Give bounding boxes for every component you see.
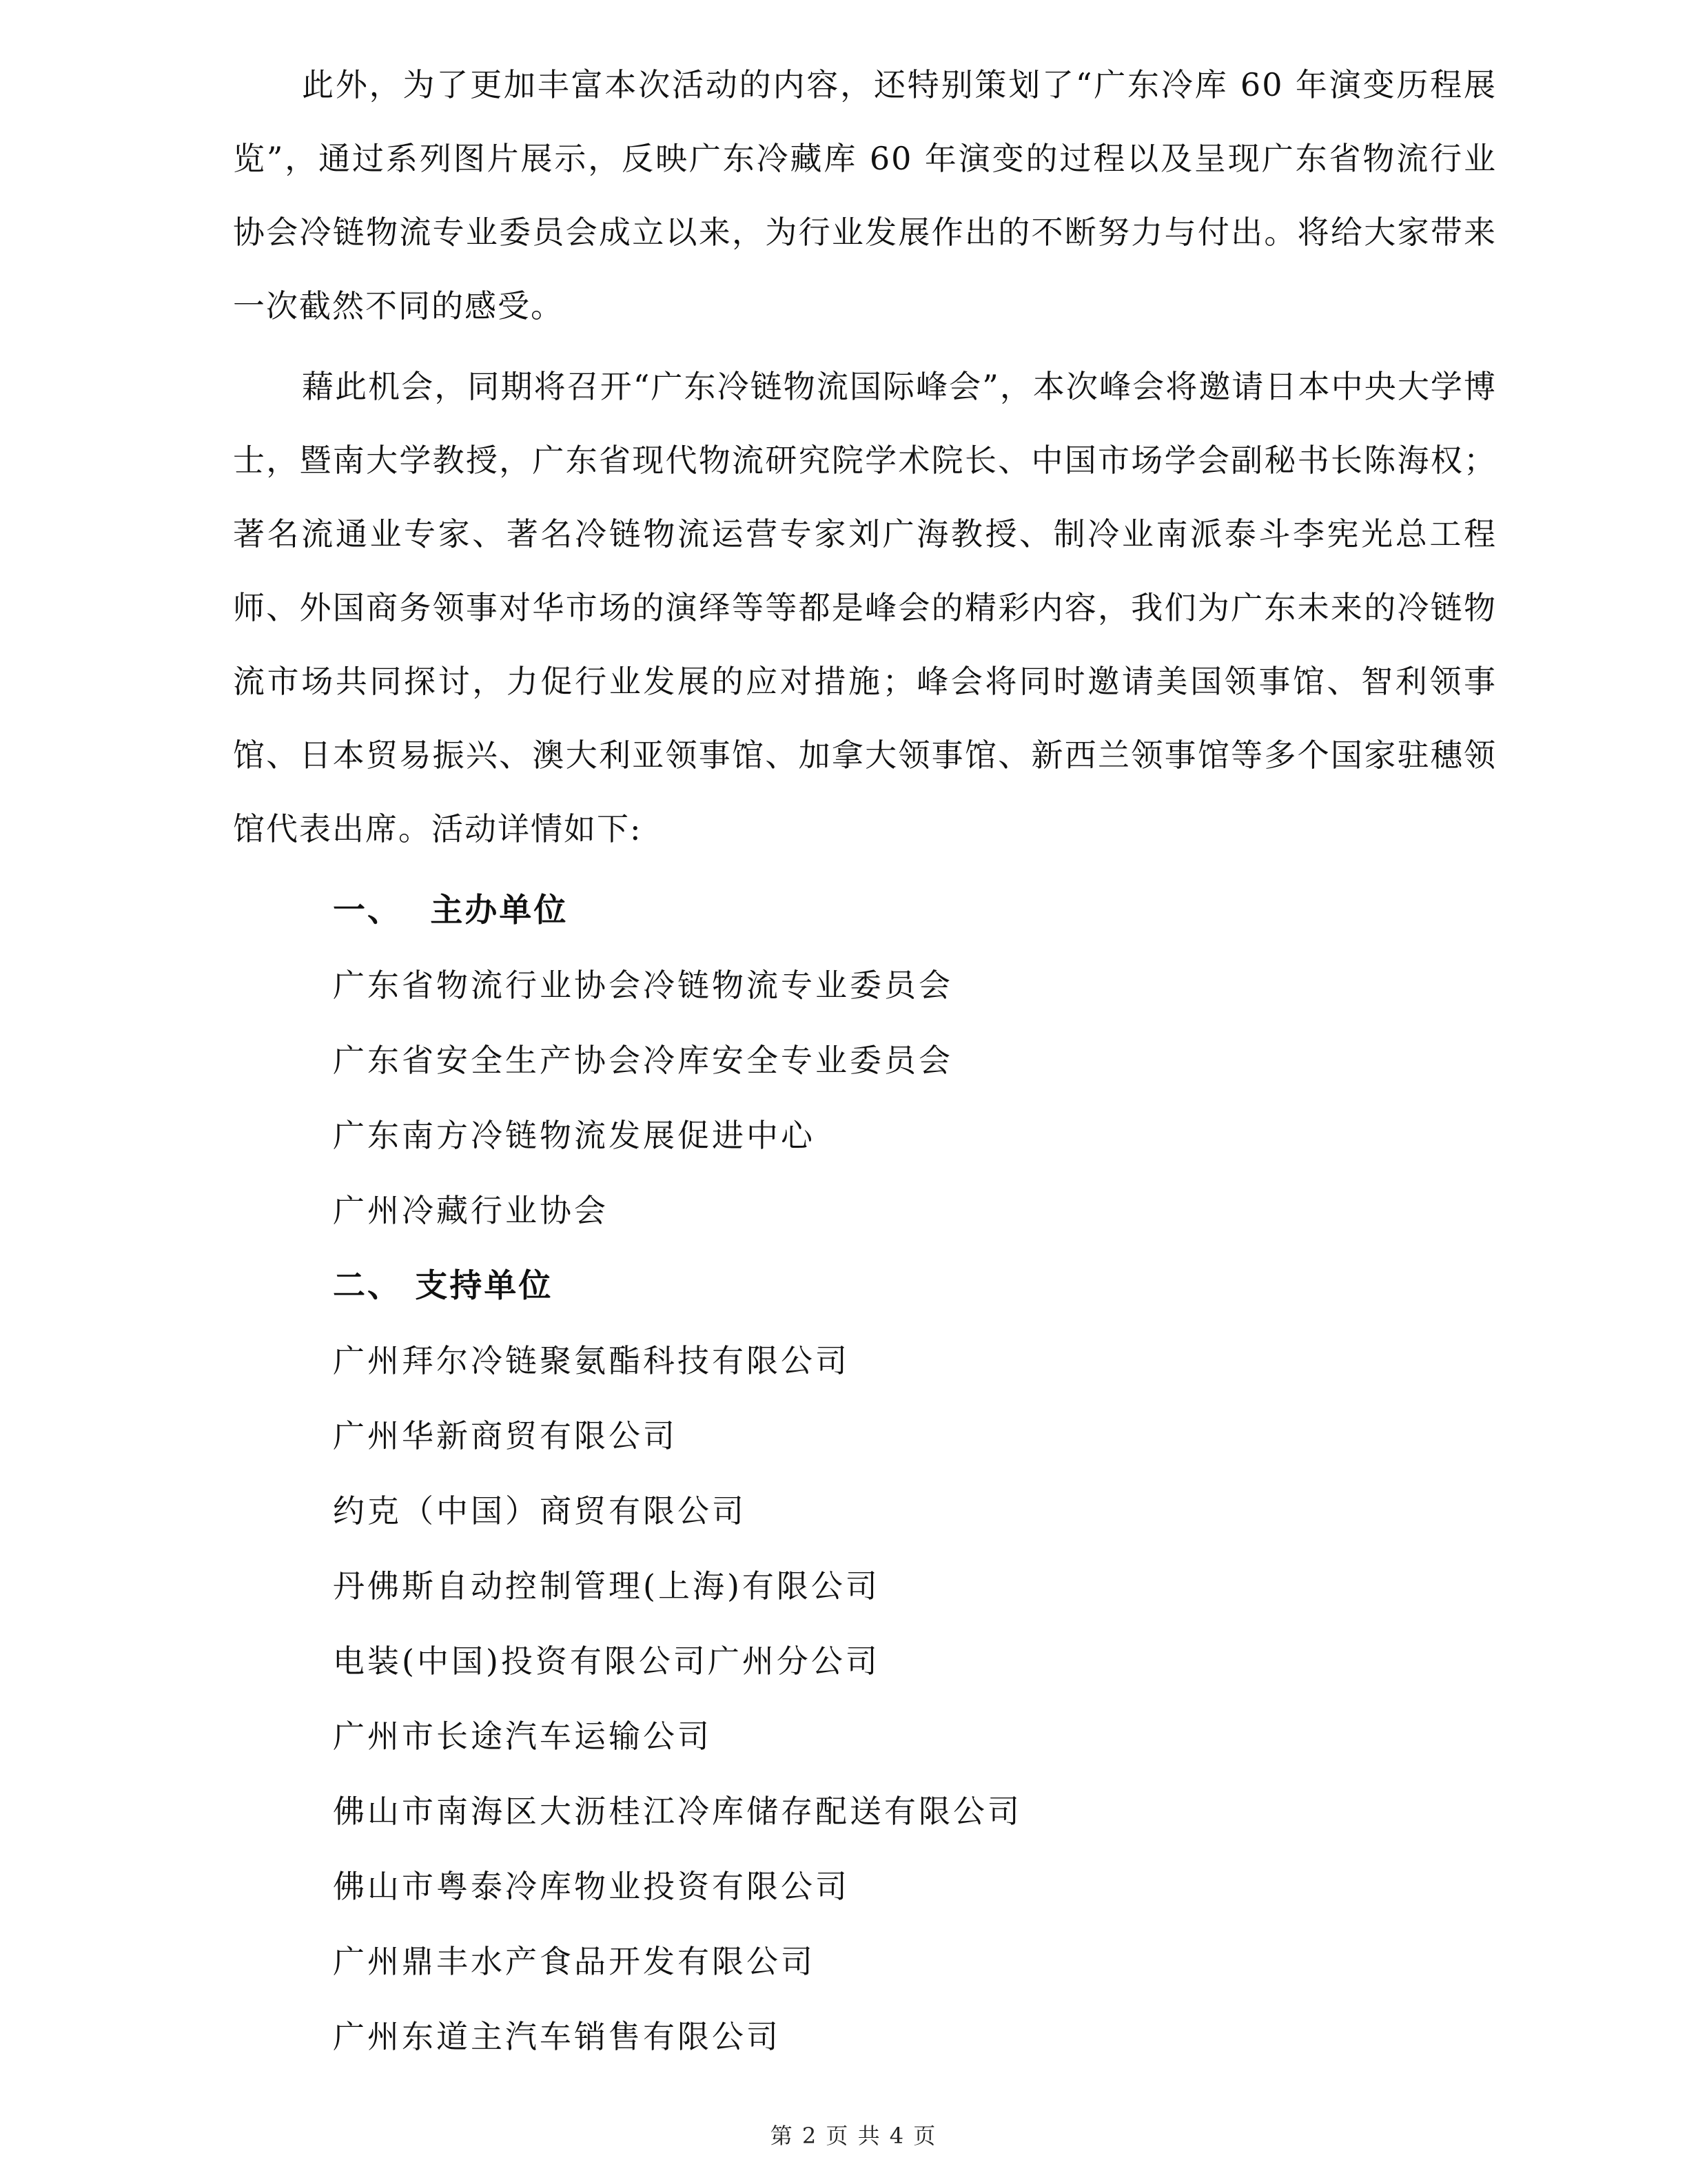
list-item: 广州冷藏行业协会 bbox=[333, 1192, 609, 1229]
section-heading-supporters bbox=[233, 1248, 1497, 1323]
organizer-list bbox=[233, 948, 1497, 1248]
section-title: 主办单位 bbox=[430, 892, 569, 929]
section-number: 二、 bbox=[333, 1267, 402, 1305]
list-item: 广东省安全生产协会冷库安全专业委员会 bbox=[333, 1042, 953, 1079]
section-title: 支持单位 bbox=[415, 1267, 553, 1305]
list-item: 佛山市南海区大沥桂江冷库储存配送有限公司 bbox=[333, 1793, 1022, 1830]
supporter-list bbox=[233, 1323, 1497, 2074]
list-item: 广东南方冷链物流发展促进中心 bbox=[333, 1117, 815, 1154]
paragraph-summit: 藉此机会，同期将召开“广东冷链物流国际峰会”，本次峰会将邀请日本中央大学博士，暨南大学教授，广东省现代物流研究院学术院长、中国市场学会副秘书长陈海权；著名流通业专家、著名冷链物流运营专家刘广海教授、制冷业南派泰斗李宪光总工程师、外国商务领事对华市场的演绎等等都是峰会的精彩内容，我们为广东未来的冷链物流市场共同探讨，力促行业发展的应对措施；峰会将同时邀请美国领事馆、智利领事馆、日本贸易振兴、澳大利亚领事馆、加拿大领事馆、新西兰领事馆等多个国家驻穗领馆代表出席。活动详情如下: bbox=[233, 368, 1497, 847]
list-item: 广州华新商贸有限公司 bbox=[333, 1417, 677, 1454]
list-item: 丹佛斯自动控制管理(上海)有限公司 bbox=[333, 1567, 880, 1605]
list-item: 广州鼎丰水产食品开发有限公司 bbox=[333, 1943, 815, 1980]
paragraph-exhibition: 此外，为了更加丰富本次活动的内容，还特别策划了“广东冷库 60 年演变历程展览”，通过系列图片展示，反映广东冷藏库 60 年演变的过程以及呈现广东省物流行业协会冷链物流专业委员会成立以来，为行业发展作出的不断努力与付出。将给大家带来一次截然不同的感受。 bbox=[233, 66, 1497, 324]
list-item: 约克（中国）商贸有限公司 bbox=[333, 1492, 746, 1529]
list-item: 广州拜尔冷链聚氨酯科技有限公司 bbox=[333, 1342, 850, 1379]
section-heading-organizers bbox=[233, 873, 1497, 948]
list-item: 佛山市粤泰冷库物业投资有限公司 bbox=[333, 1868, 850, 1905]
list-item: 广州市长途汽车运输公司 bbox=[333, 1718, 712, 1755]
list-item: 广州东道主汽车销售有限公司 bbox=[333, 2018, 781, 2055]
section-number: 一、 bbox=[333, 892, 402, 929]
document-body bbox=[233, 48, 1497, 2074]
list-item: 电装(中国)投资有限公司广州分公司 bbox=[333, 1642, 880, 1680]
page-footer: 第 2 页 共 4 页 bbox=[770, 2123, 937, 2149]
list-item: 广东省物流行业协会冷链物流专业委员会 bbox=[333, 967, 953, 1004]
